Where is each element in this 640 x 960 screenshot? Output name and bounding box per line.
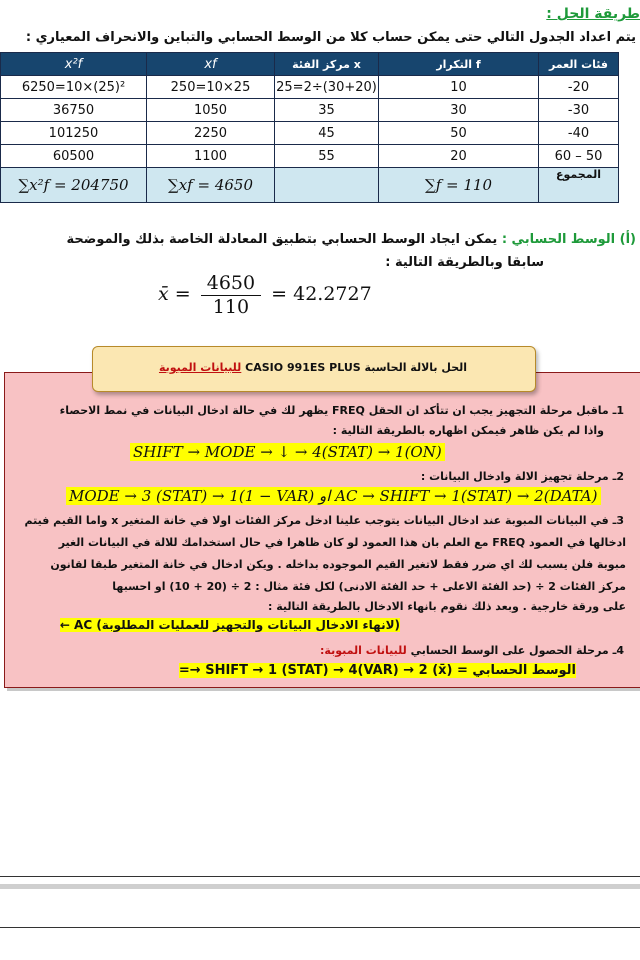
table-header-row (1, 53, 619, 76)
cell-xf: 2250 (147, 122, 275, 145)
divider (0, 927, 640, 928)
total-midpoint (275, 168, 379, 203)
calculator-box (4, 372, 640, 688)
step1-line1 (60, 404, 624, 417)
step2-keys: MODE → 3 (STAT) → 1(1 − VAR) او AC → SHIFT → 1(STAT) → 2(DATA) (66, 487, 601, 505)
header-midpoint: مركز الفئة x (275, 53, 379, 76)
step-text-highlight: للبيانات المبوبة: (320, 644, 407, 657)
step-text: مرحلة الحصول على الوسط الحسابي (410, 644, 609, 657)
step-text: مرحلة تجهيز الالة وادخال البيانات : (420, 470, 609, 483)
divider-thick (0, 884, 640, 889)
step2-line1 (421, 470, 624, 483)
frequency-table (0, 52, 619, 203)
step-text: في البيانات المبوبة عند ادخال البيانات يتوجب علينا ادخل مركز الفئات اولا في خانة المتغير x واما القيم فيتم (24, 514, 609, 527)
cell-midpoint: 45 (275, 122, 379, 145)
cell-frequency: 10 (379, 76, 539, 99)
cell-frequency: 50 (379, 122, 539, 145)
heading: طريقة الحل : (546, 6, 640, 22)
cell-x2f: 101250 (1, 122, 147, 145)
cell-xf: 250=10×25 (147, 76, 275, 99)
header-xf: xf (147, 53, 275, 76)
step1-line2: واذا لم يكن ظاهر فيمكن اظهاره بالطريقة التالية : (332, 424, 604, 437)
mean-formula (158, 272, 372, 318)
section-a-line1 (67, 232, 636, 247)
step-number: 1ـ (612, 404, 624, 417)
banner-suffix: للبيانات المبوبة (158, 361, 242, 374)
section-a-number: (أ) (619, 232, 636, 247)
cell-class: -30 (539, 99, 619, 122)
cell-frequency: 30 (379, 99, 539, 122)
step4-line1 (320, 644, 624, 657)
step3-line4: مركز الفئات 2 ÷ (حد الفئة الاعلى + حد الفئة الادنى) لكل فئة مثال : 2 ÷ (20 + 10) او احسبها (112, 580, 626, 593)
intro-text: يتم اعداد الجدول التالي حتى يمكن حساب كلا من الوسط الحسابي والتباين والانحراف المعياري : (25, 30, 636, 45)
step1-keys: SHIFT → MODE → ↓ → 4(STAT) → 1(ON) (130, 443, 445, 461)
header-classes: فئات العمر (539, 53, 619, 76)
step-number: 3ـ (612, 514, 624, 527)
formula-lhs: x̄ = (158, 283, 191, 305)
cell-class: -40 (539, 122, 619, 145)
cell-x2f: 36750 (1, 99, 147, 122)
cell-x2f: 60500 (1, 145, 147, 168)
step3-line2: ادخالها في العمود FREQ مع العلم بان هذا العمود لو كان ظاهرا في حال استخدامك للالة في البيانات الغير (58, 536, 626, 549)
table-total-row (1, 168, 619, 203)
total-label: المجموع (539, 168, 619, 203)
cell-xf: 1050 (147, 99, 275, 122)
section-a-title: الوسط الحسابي : (501, 232, 616, 247)
cell-midpoint: 35 (275, 99, 379, 122)
total-x2f: ∑x²f = 204750 (1, 168, 147, 203)
section-a-line2: سابقا وبالطريقة التالية : (385, 255, 544, 270)
cell-midpoint: 55 (275, 145, 379, 168)
total-xf: ∑xf = 4650 (147, 168, 275, 203)
table-row (1, 76, 619, 99)
cell-midpoint: 25=2÷(30+20) (275, 76, 379, 99)
step3-line5: على ورقة خارجية . وبعد ذلك نقوم بانهاء الادخال بالطريقة التالية : (267, 600, 626, 613)
formula-denominator: 110 (212, 296, 250, 318)
formula-rhs: = 42.2727 (271, 283, 372, 305)
banner-title (92, 361, 534, 374)
total-frequency: ∑f = 110 (379, 168, 539, 203)
step3-line1 (25, 514, 624, 527)
cell-class: -20 (539, 76, 619, 99)
table-row (1, 122, 619, 145)
step4-keys: الوسط الحسابي = SHIFT → 1 (STAT) → 4(VAR) → 2 (x̄) →= (178, 663, 576, 678)
formula-numerator: 4650 (201, 272, 261, 296)
header-x2f: x²f (1, 53, 147, 76)
cell-x2f: 6250=10×(25)² (1, 76, 147, 99)
section-a-text: يمكن ايجاد الوسط الحسابي بتطبيق المعادلة الخاصة بذلك والموضحة (66, 232, 498, 247)
cell-class: 60 – 50 (539, 145, 619, 168)
cell-frequency: 20 (379, 145, 539, 168)
step-number: 2ـ (612, 470, 624, 483)
step-number: 4ـ (612, 644, 624, 657)
step3-keys: (لانهاء الادخال البيانات والتجهيز للعمليات المطلوبة) AC ← (59, 618, 400, 632)
divider (0, 876, 640, 877)
banner-prefix: الحل بالالة الحاسبة CASIO 991ES PLUS (245, 361, 468, 374)
step-text: ماقبل مرحلة التجهيز يجب ان تتأكد ان الحقل FREQ يظهر لك في حالة ادخال البيانات في نمط الاحصاء (59, 404, 609, 417)
step3-line3: مبوبة فلن يسبب لك اي ضرر فقط لاتغير القيم الموجوده بداخله . ويكن ادخال في خانة المتغير طبقا لقانون (50, 558, 626, 571)
cell-xf: 1100 (147, 145, 275, 168)
header-frequency: التكرار f (379, 53, 539, 76)
table-row (1, 145, 619, 168)
table-row (1, 99, 619, 122)
formula-fraction (201, 272, 261, 318)
